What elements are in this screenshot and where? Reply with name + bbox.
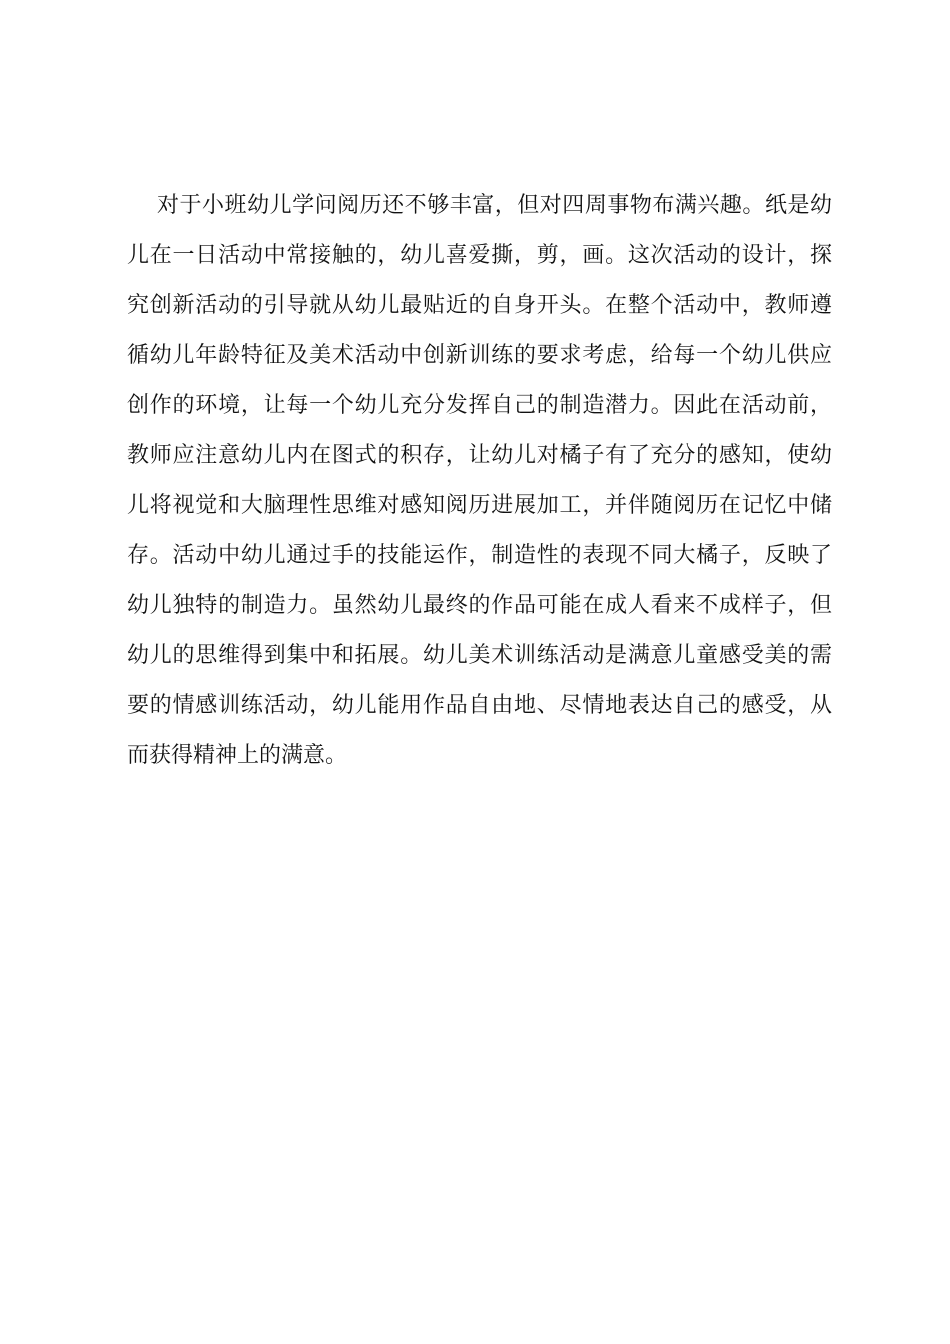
paragraph-line: 儿将视觉和大脑理性思维对感知阅历进展加工，并伴随阅历在记忆中储 [127,493,832,518]
paragraph-line: 儿在一日活动中常接触的，幼儿喜爱撕，剪，画。这次活动的设计，探 [127,243,832,268]
paragraph-line: 要的情感训练活动，幼儿能用作品自由地、尽情地表达自己的感受，从 [127,693,832,718]
paragraph-line: 幼儿的思维得到集中和拓展。幼儿美术训练活动是满意儿童感受美的需 [127,643,832,668]
paragraph-line: 存。活动中幼儿通过手的技能运作，制造性的表现不同大橘子，反映了 [127,543,832,568]
paragraph-line: 教师应注意幼儿内在图式的积存，让幼儿对橘子有了充分的感知，使幼 [127,443,832,468]
body-paragraph [127,186,832,786]
paragraph-line: 循幼儿年龄特征及美术活动中创新训练的要求考虑，给每一个幼儿供应 [127,343,832,368]
paragraph-line: 对于小班幼儿学问阅历还不够丰富，但对四周事物布满兴趣。纸是幼 [157,193,832,218]
paragraph-line: 究创新活动的引导就从幼儿最贴近的自身开头。在整个活动中，教师遵 [127,293,832,318]
paragraph-line: 幼儿独特的制造力。虽然幼儿最终的作品可能在成人看来不成样子，但 [127,593,832,618]
paragraph-line: 而获得精神上的满意。 [127,743,348,768]
paragraph-line: 创作的环境，让每一个幼儿充分发挥自己的制造潜力。因此在活动前， [127,393,832,418]
